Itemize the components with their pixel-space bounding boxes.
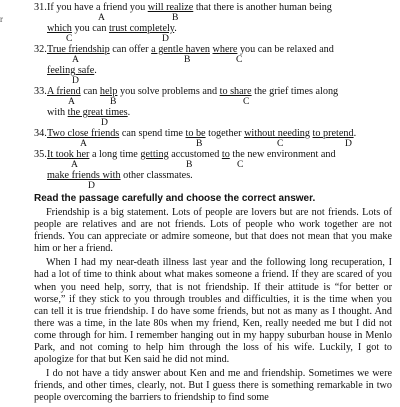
reading-passage	[34, 207, 392, 407]
option-mark-c: C	[66, 33, 73, 44]
question-number: 34.	[34, 128, 47, 139]
option-mark-c: C	[243, 96, 250, 107]
option-mark-b: B	[196, 138, 203, 149]
underlined-option: getting	[140, 149, 169, 160]
option-mark-b: B	[184, 54, 191, 65]
question-34-line-1: 34.Two close friends can spend time to be together without needing to pretend.	[34, 128, 357, 139]
option-mark-a: A	[98, 12, 105, 23]
option-mark-b: B	[186, 159, 193, 170]
question-35-line-2: make friends with other classmates.	[47, 170, 193, 181]
underlined-option: trust completely	[108, 23, 175, 34]
question-text: If you have a friend you	[47, 2, 146, 13]
option-mark-d: D	[162, 33, 169, 44]
option-mark-b: B	[110, 96, 117, 107]
passage-paragraph: When I had my near-death illness last year and the following long recuperation, I had a lot of time to think about what makes someone a friend. If they are scared of you when you need help, sorry, that is not friendship. If their attitude is “for better or worse,” if they stick to you through troubles and difficulties, it is the time when you can tell it is true friendship. I do have some friends, but not as many as I thought. And there was a time, in the late 80s when my friend, Ken, really needed me but I did not come through for him. I remember hanging out in my happy suburban house in Menlo Park, and not coming to help him through the loss of his wife. Luckily, I got to apologize for that but Ken said he did not mind.	[34, 257, 392, 366]
option-mark-c: C	[277, 138, 284, 149]
underlined-option: True friendship	[47, 44, 110, 55]
option-mark-c: C	[236, 54, 243, 65]
question-35-line-1: 35.It took her a long time getting accustomed to the new environment and	[34, 149, 336, 160]
underlined-option: to pretend	[312, 128, 354, 139]
option-mark-a: A	[72, 54, 79, 65]
underlined-option: will realize	[147, 2, 194, 13]
question-32-line-1: 32.True friendship can offer a gentle haven where you can be relaxed and	[34, 44, 334, 55]
section-heading: Read the passage carefully and choose the correct answer.	[34, 193, 316, 204]
underlined-option: make friends with	[47, 170, 121, 181]
option-mark-b: B	[172, 12, 179, 23]
underlined-option: to	[221, 149, 230, 160]
question-number: 32.	[34, 44, 47, 55]
underlined-option: a gentle haven	[151, 44, 210, 55]
underlined-option: feeling safe	[47, 65, 95, 76]
question-33-line-2: with the great times.	[47, 107, 131, 118]
option-mark-d: D	[101, 117, 108, 128]
option-mark-d: D	[72, 75, 79, 86]
option-mark-d: D	[88, 180, 95, 191]
underlined-option: Two close friends	[47, 128, 120, 139]
underlined-option: to share	[219, 86, 252, 97]
option-mark-c: C	[237, 159, 244, 170]
question-31-line-2: which you can trust completely.	[47, 23, 177, 34]
option-mark-a: A	[68, 96, 75, 107]
passage-paragraph: Friendship is a big statement. Lots of people are lovers but are not friends. Lots of people are relatives and are not friends. Lots of people who work together are not friends. You can appreciate or admire someone, but that does not mean that you make him or her a friend.	[34, 207, 392, 255]
question-number: 31.	[34, 2, 47, 13]
question-number: 35.	[34, 149, 47, 160]
underlined-option: without needing	[244, 128, 310, 139]
underlined-option: the great times	[67, 107, 128, 118]
underlined-option: to be	[185, 128, 206, 139]
option-mark-d: D	[345, 138, 352, 149]
question-31-line-1: 31.If you have a friend you will realize that there is another human being	[34, 2, 332, 13]
option-mark-a: A	[80, 138, 87, 149]
question-number: 33.	[34, 86, 47, 97]
option-mark-a: A	[71, 159, 78, 170]
underlined-option: which	[47, 23, 72, 34]
question-33-line-1: 33.A friend can help you solve problems and to share the grief times along	[34, 86, 339, 97]
underlined-option: where	[212, 44, 238, 55]
page-edge-mark: r	[0, 14, 3, 24]
underlined-option: It took her	[47, 149, 90, 160]
underlined-option: help	[99, 86, 118, 97]
question-32-line-2: feeling safe.	[47, 65, 97, 76]
underlined-option: A friend	[47, 86, 81, 97]
passage-paragraph: I do not have a tidy answer about Ken and me and friendship. Sometimes we were friends, and other times, clearly, not. But I guess there is something remarkable in two people overcoming the barriers to friendship to find some	[34, 368, 392, 404]
